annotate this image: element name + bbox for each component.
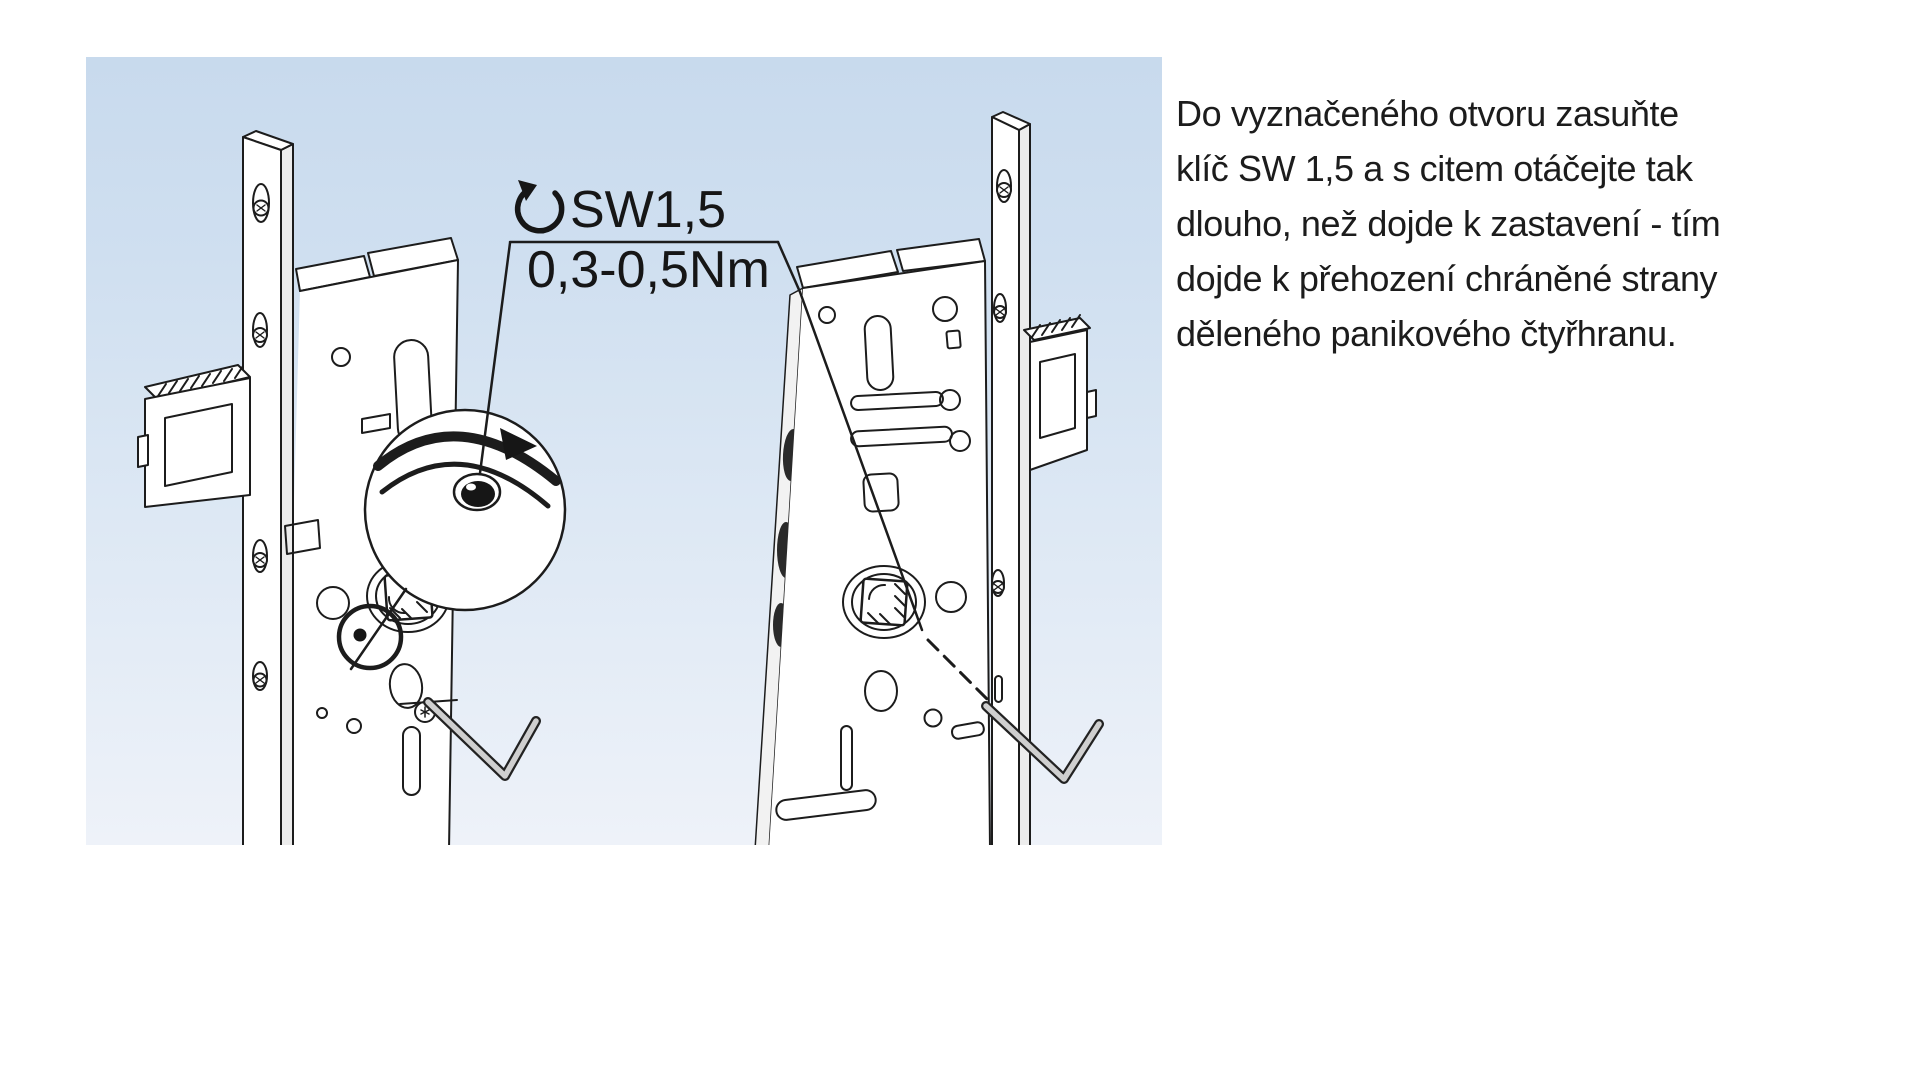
- instruction-line: dlouho, než dojde k zastavení - tím: [1176, 203, 1721, 244]
- rotation-arrow-icon: [518, 180, 562, 231]
- instruction-line: Do vyznačeného otvoru zasuňte: [1176, 93, 1679, 134]
- left-latch-box: [138, 365, 250, 507]
- instruction-text: [1176, 86, 1796, 361]
- right-latch-box: [1024, 315, 1096, 470]
- set-screw-hole: [454, 474, 500, 510]
- instruction-line: dojde k přehození chráněné strany: [1176, 258, 1718, 299]
- right-lock-drawing: [755, 239, 990, 850]
- detail-circle: [365, 410, 565, 610]
- instruction-line: děleného panikového čtyřhranu.: [1176, 313, 1677, 354]
- torque-label: 0,3-0,5Nm: [527, 241, 770, 299]
- instruction-line: klíč SW 1,5 a s citem otáčejte tak: [1176, 148, 1693, 189]
- tool-size-label: SW1,5: [570, 181, 727, 239]
